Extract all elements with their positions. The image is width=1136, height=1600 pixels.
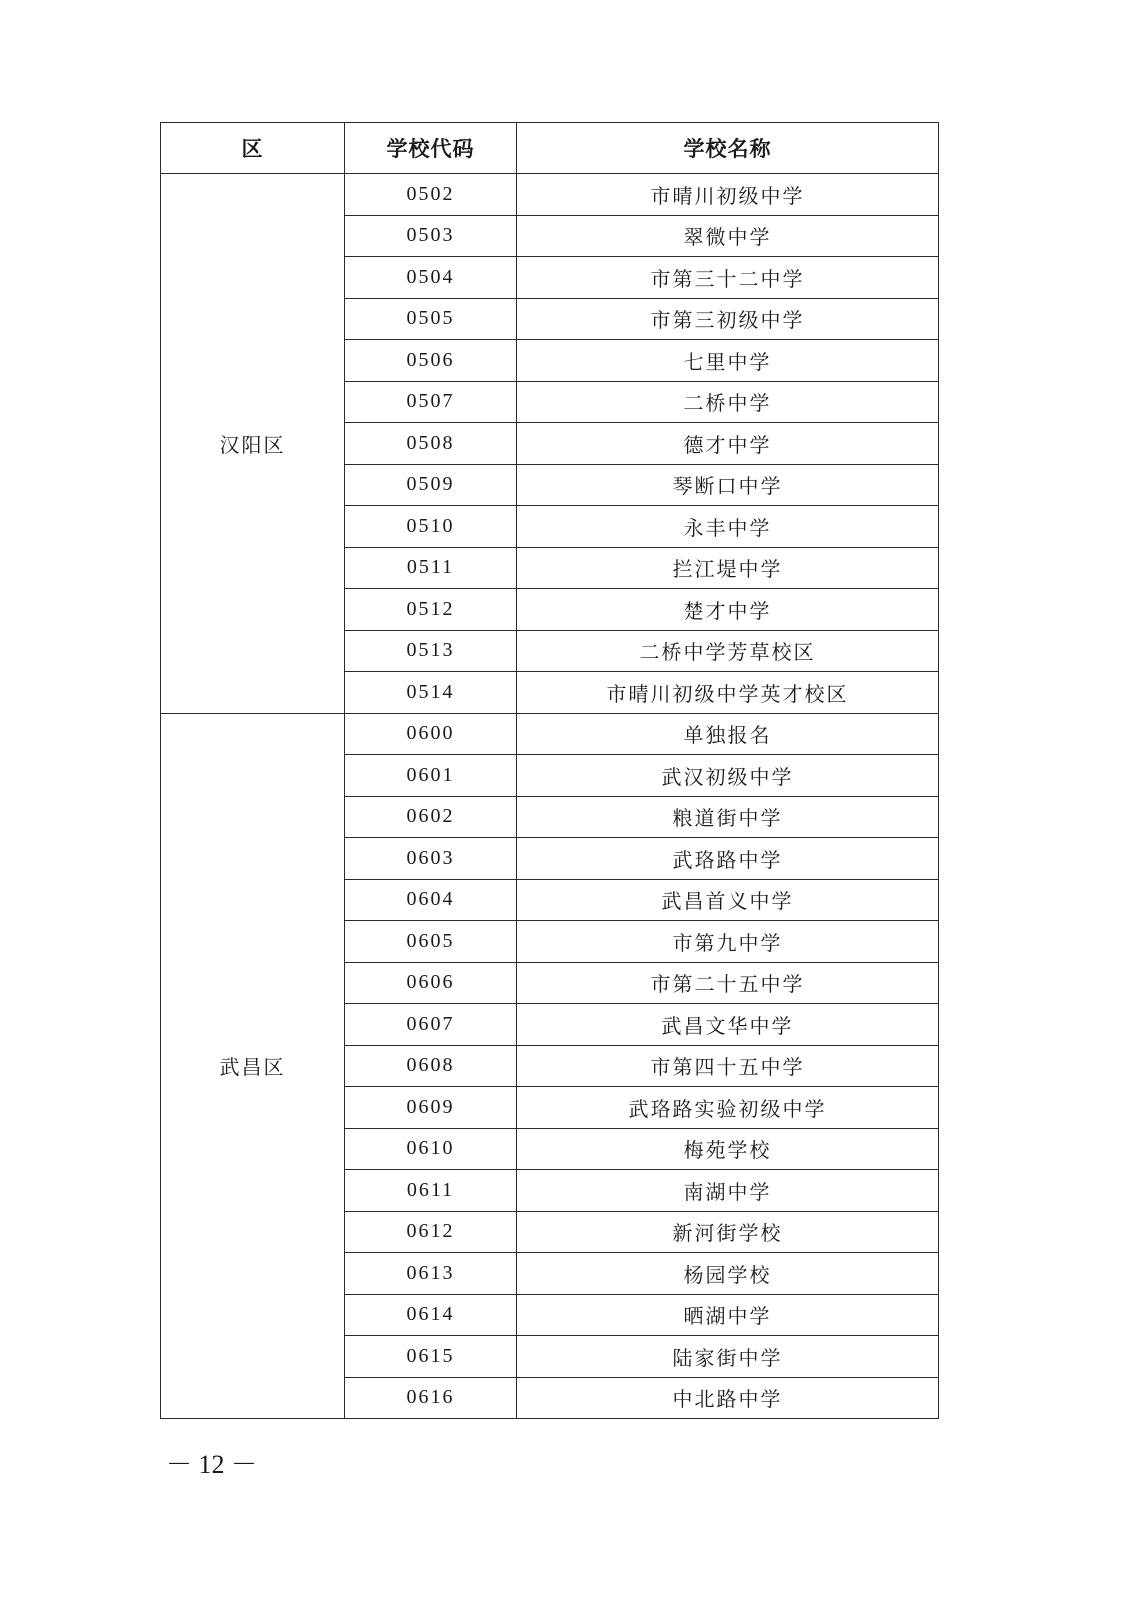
page-number: － 12 － [166, 1450, 258, 1479]
school-code-cell: 0505 [345, 298, 517, 340]
school-code-cell: 0503 [345, 215, 517, 257]
school-code-cell: 0616 [345, 1377, 517, 1419]
school-code-cell: 0513 [345, 630, 517, 672]
header-school-code: 学校代码 [345, 123, 517, 174]
school-name-cell: 二桥中学 [517, 381, 939, 423]
school-name-cell: 拦江堤中学 [517, 547, 939, 589]
school-name-cell: 晒湖中学 [517, 1294, 939, 1336]
school-code-cell: 0605 [345, 921, 517, 963]
school-name-cell: 市第九中学 [517, 921, 939, 963]
school-name-cell: 武昌首义中学 [517, 879, 939, 921]
school-code-cell: 0612 [345, 1211, 517, 1253]
school-name-cell: 琴断口中学 [517, 464, 939, 506]
table-row [161, 174, 939, 216]
school-code-cell: 0512 [345, 589, 517, 631]
school-code-cell: 0602 [345, 796, 517, 838]
school-name-cell: 武昌文华中学 [517, 1004, 939, 1046]
table-header-row [161, 123, 939, 174]
table-row [161, 713, 939, 755]
school-name-cell: 武珞路中学 [517, 838, 939, 880]
school-code-cell: 0615 [345, 1336, 517, 1378]
school-code-cell: 0604 [345, 879, 517, 921]
school-name-cell: 市第四十五中学 [517, 1045, 939, 1087]
school-name-cell: 永丰中学 [517, 506, 939, 548]
school-name-cell: 粮道街中学 [517, 796, 939, 838]
school-code-cell: 0601 [345, 755, 517, 797]
school-code-cell: 0614 [345, 1294, 517, 1336]
school-name-cell: 德才中学 [517, 423, 939, 465]
school-code-cell: 0611 [345, 1170, 517, 1212]
school-code-cell: 0603 [345, 838, 517, 880]
school-name-cell: 中北路中学 [517, 1377, 939, 1419]
school-code-cell: 0508 [345, 423, 517, 465]
school-name-cell: 二桥中学芳草校区 [517, 630, 939, 672]
school-code-table [160, 122, 939, 1419]
school-code-cell: 0507 [345, 381, 517, 423]
school-code-cell: 0609 [345, 1087, 517, 1129]
school-name-cell: 陆家街中学 [517, 1336, 939, 1378]
school-name-cell: 七里中学 [517, 340, 939, 382]
school-code-cell: 0610 [345, 1128, 517, 1170]
school-name-cell: 武珞路实验初级中学 [517, 1087, 939, 1129]
school-name-cell: 武汉初级中学 [517, 755, 939, 797]
school-name-cell: 南湖中学 [517, 1170, 939, 1212]
school-name-cell: 市第三初级中学 [517, 298, 939, 340]
school-name-cell: 梅苑学校 [517, 1128, 939, 1170]
school-name-cell: 市晴川初级中学英才校区 [517, 672, 939, 714]
school-code-cell: 0502 [345, 174, 517, 216]
header-district: 区 [161, 123, 345, 174]
school-name-cell: 市第二十五中学 [517, 962, 939, 1004]
school-code-cell: 0504 [345, 257, 517, 299]
district-cell: 汉阳区 [161, 174, 345, 714]
school-code-cell: 0606 [345, 962, 517, 1004]
school-code-cell: 0511 [345, 547, 517, 589]
school-name-cell: 单独报名 [517, 713, 939, 755]
school-name-cell: 市第三十二中学 [517, 257, 939, 299]
school-code-cell: 0506 [345, 340, 517, 382]
school-code-cell: 0600 [345, 713, 517, 755]
school-name-cell: 新河街学校 [517, 1211, 939, 1253]
header-school-name: 学校名称 [517, 123, 939, 174]
school-code-cell: 0608 [345, 1045, 517, 1087]
school-code-cell: 0613 [345, 1253, 517, 1295]
school-name-cell: 翠微中学 [517, 215, 939, 257]
school-code-cell: 0510 [345, 506, 517, 548]
school-name-cell: 市晴川初级中学 [517, 174, 939, 216]
school-code-cell: 0514 [345, 672, 517, 714]
school-code-cell: 0607 [345, 1004, 517, 1046]
school-code-cell: 0509 [345, 464, 517, 506]
school-name-cell: 杨园学校 [517, 1253, 939, 1295]
table-body [161, 174, 939, 1419]
district-cell: 武昌区 [161, 713, 345, 1419]
school-name-cell: 楚才中学 [517, 589, 939, 631]
